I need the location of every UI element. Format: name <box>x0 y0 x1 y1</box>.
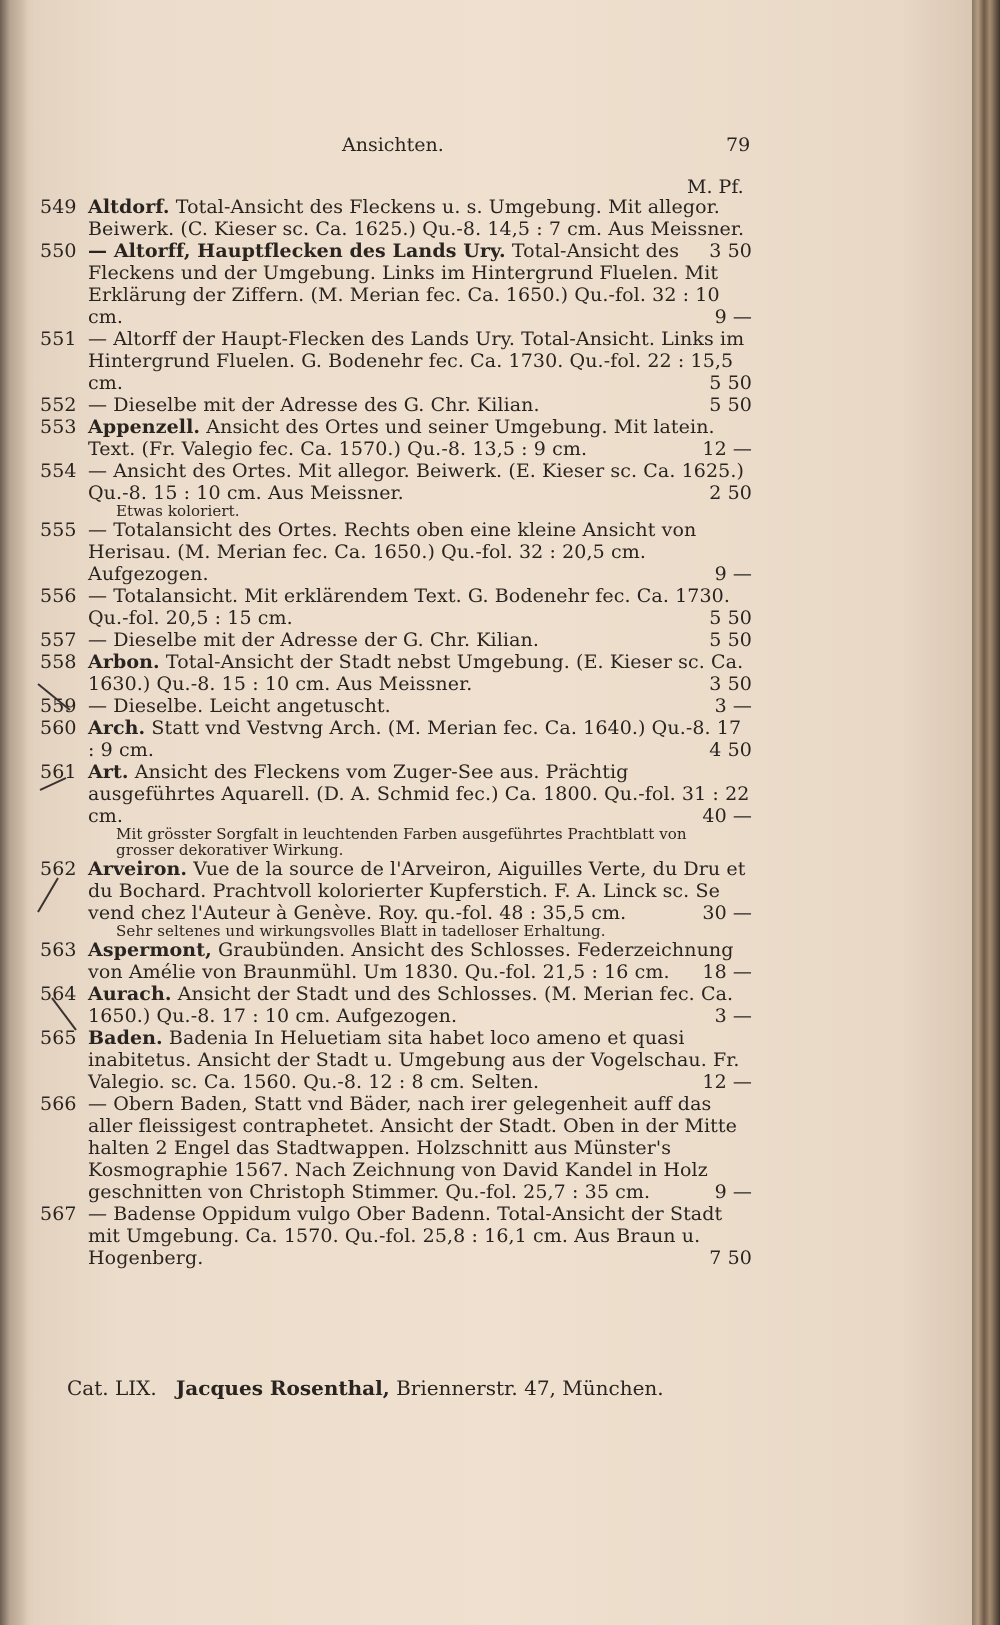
entry-price: 5 50 <box>709 394 752 416</box>
catalog-number: Cat. LIX. <box>67 1376 157 1400</box>
entry-price: 9 — <box>714 1181 752 1203</box>
entry-price: 3 — <box>714 1005 752 1027</box>
price-column-header: M. Pf. <box>687 176 744 198</box>
entry-note: Etwas koloriert. <box>116 502 240 520</box>
entry-number: 558 <box>40 651 77 673</box>
entry-number: 563 <box>40 939 77 961</box>
entry-description: — Altorff der Haupt-Flecken des Lands Ury. Total-Ansicht. Links im Hintergrund Fluelen. G. Bodenehr fec. Ca. 1730. Qu.-fol. 22 : 15,5 cm. <box>88 328 745 394</box>
catalog-entry <box>40 240 752 328</box>
entry-price: 7 50 <box>709 1247 752 1269</box>
entry-place-name: Appenzell. <box>88 416 201 438</box>
entry-place-name: Aurach. <box>88 983 172 1005</box>
entry-number: 567 <box>40 1203 77 1225</box>
entry-price: 9 — <box>714 563 752 585</box>
catalog-entry <box>40 1093 752 1203</box>
section-title: Ansichten. <box>342 134 444 156</box>
firm-address: Briennerstr. 47, München. <box>396 1376 664 1400</box>
entry-number: 554 <box>40 460 77 482</box>
entry-price: 40 — <box>702 805 752 827</box>
entry-place-name: Aspermont, <box>88 939 212 961</box>
entry-price: 5 50 <box>709 372 752 394</box>
entry-price: 3 50 <box>709 240 752 262</box>
entry-description: — Dieselbe mit der Adresse der G. Chr. Kilian. <box>88 629 539 651</box>
entry-description: Vue de la source de l'Arveiron, Aiguilles Verte, du Dru et du Bochard. Prachtvoll kolorierter Kupferstich. F. A. Linck sc. Se vend chez l'Auteur à Genève. Roy. qu.-fol. 48 : 35,5 cm. <box>88 858 746 924</box>
entry-price: 3 50 <box>709 673 752 695</box>
page-number: 79 <box>726 134 751 156</box>
entry-description: Total-Ansicht des Fleckens und der Umgebung. Links im Hintergrund Fluelen. Mit Erklärung der Ziffern. (M. Merian fec. Ca. 1650.) Qu.-fol. 32 : 10 cm. <box>88 240 720 328</box>
entry-price: 30 — <box>702 902 752 924</box>
catalog-footer <box>67 1376 664 1400</box>
entry-price: 3 — <box>714 695 752 717</box>
entry-price: 9 — <box>714 306 752 328</box>
catalog-entry <box>40 328 752 394</box>
entry-price: 18 — <box>702 961 752 983</box>
entry-number: 552 <box>40 394 77 416</box>
entry-number: 564 <box>40 983 77 1005</box>
pencil-annotation-icon <box>30 680 150 1040</box>
entry-description: Graubünden. Ansicht des Schlosses. Federzeichnung von Amélie von Braunmühl. Um 1830. Qu.-fol. 21,5 : 16 cm. <box>88 939 734 983</box>
entry-price: 2 50 <box>709 482 752 504</box>
catalog-entry <box>40 394 752 416</box>
catalog-entry <box>40 460 752 519</box>
catalog-entry <box>40 585 752 629</box>
entry-price: 12 — <box>702 438 752 460</box>
entry-number: 560 <box>40 717 77 739</box>
firm-name: Jacques Rosenthal, <box>175 1376 390 1400</box>
entry-description: — Totalansicht. Mit erklärendem Text. G. Bodenehr fec. Ca. 1730. Qu.-fol. 20,5 : 15 cm. <box>88 585 731 629</box>
entry-place-name: — Altorff, Hauptflecken des Lands Ury. <box>88 240 506 262</box>
entry-place-name: Altdorf. <box>88 196 170 218</box>
entry-place-name: Art. <box>88 761 129 783</box>
catalog-entry <box>40 629 752 651</box>
entry-description: — Dieselbe. Leicht angetuscht. <box>88 695 391 717</box>
entry-number: 565 <box>40 1027 77 1049</box>
entry-number: 550 <box>40 240 77 262</box>
entry-description: — Ansicht des Ortes. Mit allegor. Beiwerk. (E. Kieser sc. Ca. 1625.) Qu.-8. 15 : 10 cm. Aus Meissner. <box>88 460 745 504</box>
entry-number: 557 <box>40 629 77 651</box>
page-gutter-shadow <box>0 0 28 1625</box>
entry-number: 561 <box>40 761 77 783</box>
entry-description: Ansicht des Ortes und seiner Umgebung. Mit latein. Text. (Fr. Valegio fec. Ca. 1570.) Qu.-8. 13,5 : 9 cm. <box>88 416 715 460</box>
entry-description: — Obern Baden, Statt vnd Bäder, nach irer gelegenheit auff das aller fleissigest contraphetet. Ansicht der Stadt. Oben in der Mitte halten 2 Engel das Stadtwappen. Holzschnitt aus Münster's Kosmographie 1567. Nach Zeichnung von David Kandel in Holz geschnitten von Christoph Stimmer. Qu.-fol. 25,7 : 35 cm. <box>88 1093 737 1203</box>
entry-price: 4 50 <box>709 739 752 761</box>
entry-number: 566 <box>40 1093 77 1115</box>
entry-place-name: Arveiron. <box>88 858 188 880</box>
entry-number: 562 <box>40 858 77 880</box>
entry-number: 551 <box>40 328 77 350</box>
entry-price: 5 50 <box>709 607 752 629</box>
entry-note: Sehr seltenes und wirkungsvolles Blatt in tadelloser Erhaltung. <box>116 922 606 940</box>
entry-number: 555 <box>40 519 77 541</box>
entry-number: 553 <box>40 416 77 438</box>
book-spine <box>972 0 1000 1625</box>
entry-place-name: Arbon. <box>88 651 160 673</box>
entry-description: Total-Ansicht der Stadt nebst Umgebung. (E. Kieser sc. Ca. 1630.) Qu.-8. 15 : 10 cm. Aus Meissner. <box>88 651 744 695</box>
entry-price: 5 50 <box>709 629 752 651</box>
entry-description: Statt vnd Vestvng Arch. (M. Merian fec. Ca. 1640.) Qu.-8. 17 : 9 cm. <box>88 717 742 761</box>
entry-description: — Totalansicht des Ortes. Rechts oben eine kleine Ansicht von Herisau. (M. Merian fec. Ca. 1650.) Qu.-fol. 32 : 20,5 cm. Aufgezogen. <box>88 519 697 585</box>
entry-place-name: Arch. <box>88 717 146 739</box>
catalog-entry <box>40 416 752 460</box>
entry-number: 559 <box>40 695 77 717</box>
entry-description: Badenia In Heluetiam sita habet loco ameno et quasi inabitetus. Ansicht der Stadt u. Umgebung aus der Vogelschau. Fr. Valegio. sc. Ca. 1560. Qu.-8. 12 : 8 cm. Selten. <box>88 1027 740 1093</box>
entry-description: — Dieselbe mit der Adresse des G. Chr. Kilian. <box>88 394 540 416</box>
catalog-entry <box>40 1203 752 1269</box>
entry-price: 12 — <box>702 1071 752 1093</box>
entry-number: 556 <box>40 585 77 607</box>
catalog-entry <box>40 519 752 585</box>
entry-description: Ansicht der Stadt und des Schlosses. (M. Merian fec. Ca. 1650.) Qu.-8. 17 : 10 cm. Aufgezogen. <box>88 983 734 1027</box>
entry-place-name: Baden. <box>88 1027 163 1049</box>
entry-description: Total-Ansicht des Fleckens u. s. Umgebung. Mit allegor. Beiwerk. (C. Kieser sc. Ca. 1625.) Qu.-8. 14,5 : 7 cm. Aus Meissner. <box>88 196 745 240</box>
entry-description: — Badense Oppidum vulgo Ober Badenn. Total-Ansicht der Stadt mit Umgebung. Ca. 1570. Qu.-fol. 25,8 : 16,1 cm. Aus Braun u. Hogenberg. <box>88 1203 723 1269</box>
entry-description: Ansicht des Fleckens vom Zuger-See aus. Prächtig ausgeführtes Aquarell. (D. A. Schmid fec.) Ca. 1800. Qu.-fol. 31 : 22 cm. <box>88 761 750 827</box>
entry-note: Mit grösster Sorgfalt in leuchtenden Farben ausgeführtes Prachtblatt von grosser dekorativer Wirkung. <box>116 825 687 859</box>
entry-number: 549 <box>40 196 77 218</box>
